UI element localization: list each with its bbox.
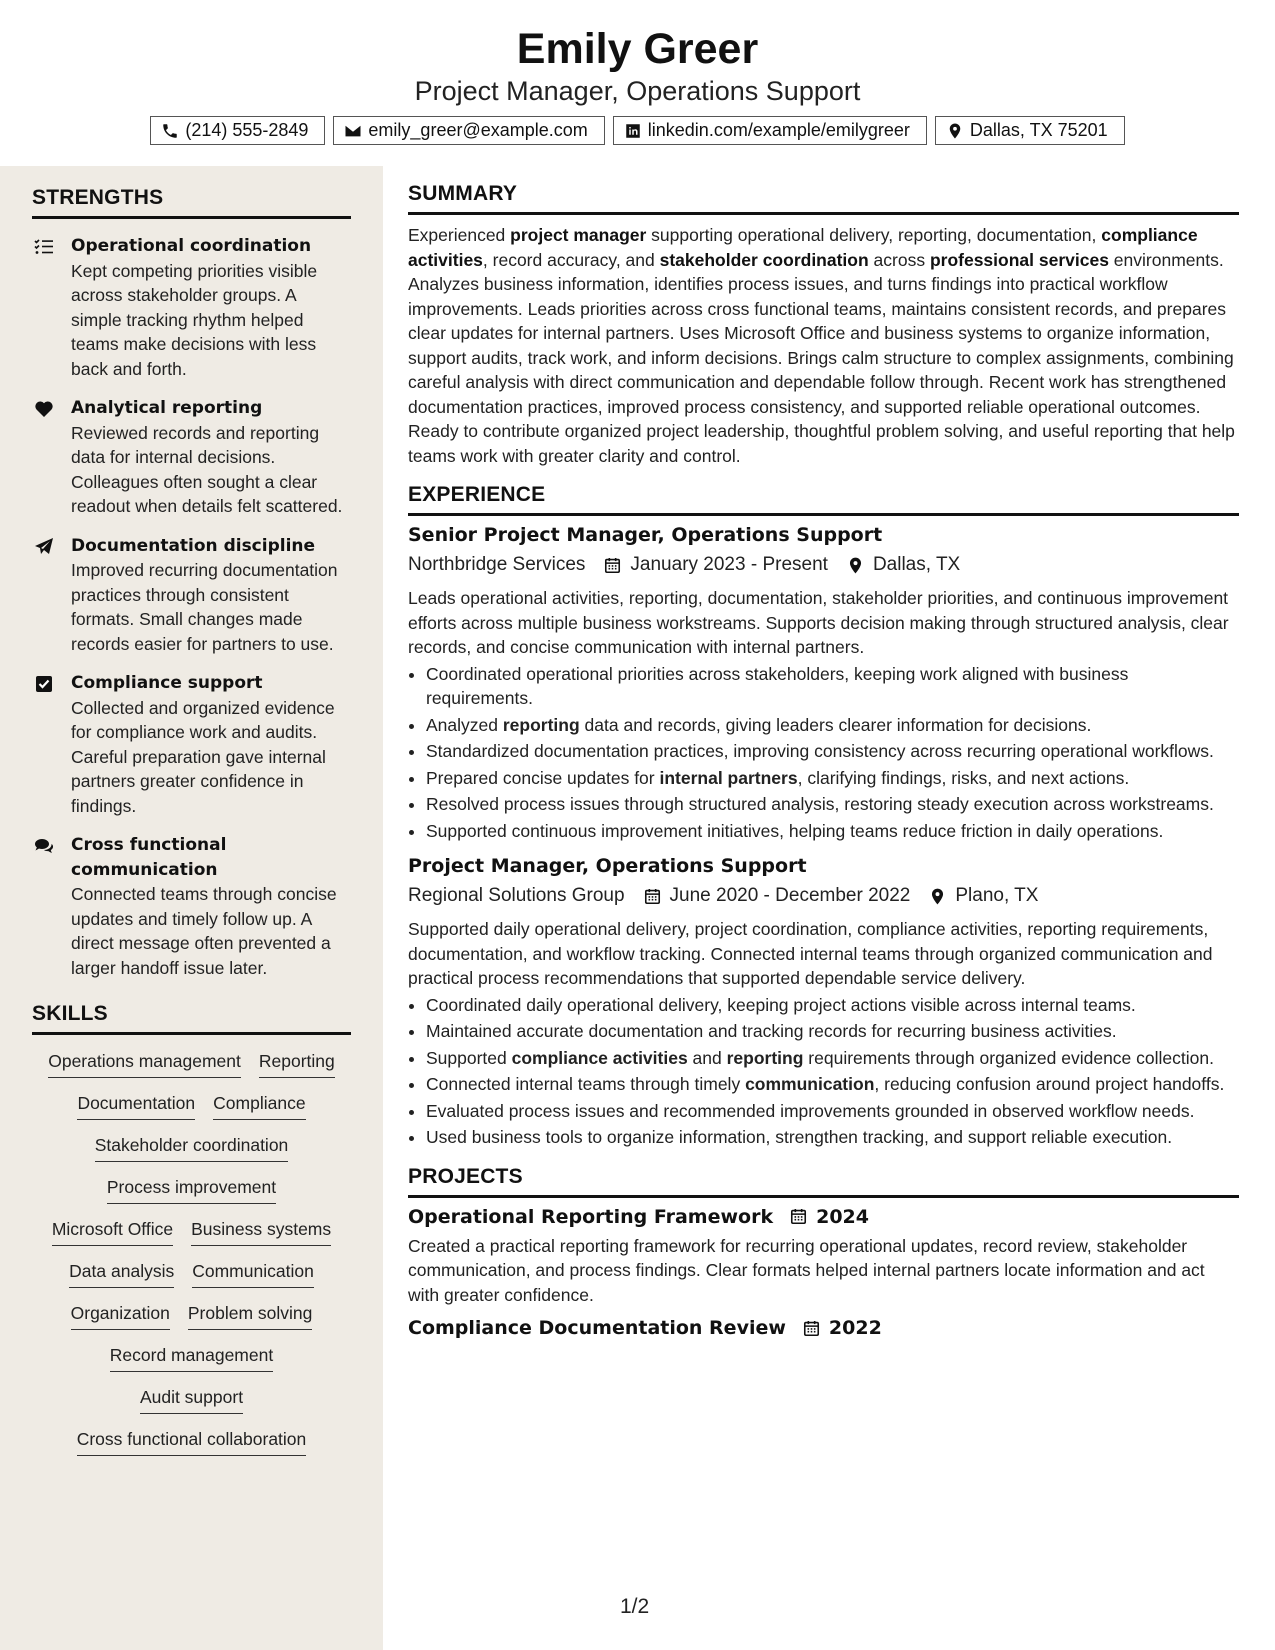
phone-chip[interactable] [150,116,325,145]
calendar-icon [789,1207,808,1226]
summary-heading: SUMMARY [408,182,1239,215]
strength-item [32,234,351,381]
main-column [408,182,1239,1345]
job-location: Dallas, TX [872,554,961,575]
job-title: Project Manager, Operations Support [408,855,807,877]
skill-tag: Operations management [48,1049,241,1078]
skill-tag: Data analysis [69,1259,174,1288]
phone-icon [161,122,179,140]
job-description: Leads operational activities, reporting, documentation, stakeholder priorities, and continuous improvement efforts across multiple business workstreams. Supports decision making through structured analysis, clear records, and concise communication with internal partners. [408,588,1229,657]
project-entry [408,1206,1239,1308]
linkedin-text: linkedin.com/example/emilygreer [647,120,910,140]
calendar-icon [802,1319,821,1338]
heart-icon [34,399,54,419]
skill-tag: Process improvement [107,1175,276,1204]
project-title: Compliance Documentation Review [408,1317,786,1339]
strength-description: Reviewed records and reporting data for internal decisions. Colleagues often sought a clear readout when details felt scattered. [71,422,343,516]
calendar-icon [603,556,622,575]
job-meta [408,885,1239,907]
project-entry [408,1317,1239,1339]
envelope-icon [344,122,362,140]
linkedin-icon [624,122,642,140]
skill-tag: Business systems [191,1217,331,1246]
map-pin-icon [846,556,865,575]
strength-title: Operational coordination [71,236,312,256]
skills-heading: SKILLS [32,1002,351,1035]
strength-description: Kept competing priorities visible across stakeholder groups. A simple tracking rhythm helped teams make decisions with less back and forth. [71,260,318,379]
location-chip[interactable] [935,116,1125,145]
strength-item [32,396,351,519]
sidebar [0,166,383,1650]
strength-item [32,534,351,657]
job-entry [408,855,1239,1150]
list-item: • Used business tools to organize information, strengthen tracking, and support reliable execution. [426,1125,1239,1150]
map-pin-icon [928,887,947,906]
skill-tag: Stakeholder coordination [95,1133,289,1162]
linkedin-chip[interactable] [613,116,927,145]
strength-description: Improved recurring documentation practices through consistent formats. Small changes made records easier for partners to use. [71,560,338,654]
skill-tag: Documentation [77,1091,195,1120]
list-item: • Maintained accurate documentation and tracking records for recurring business activities. [426,1019,1239,1044]
page-number: 1/2 [620,1595,650,1618]
list-item: • Coordinated operational priorities across stakeholders, keeping work aligned with business requirements. [426,662,1239,711]
job-entry [408,524,1239,843]
strength-title: Documentation discipline [71,535,316,556]
email-text: emily_greer@example.com [368,120,588,140]
skill-tag: Audit support [140,1385,243,1414]
list-item: • Evaluated process issues and recommended improvements grounded in observed workflow needs. [426,1099,1239,1124]
company-name: Regional Solutions Group [408,885,625,906]
experience-heading: EXPERIENCE [408,483,1239,516]
list-item: • Analyzed reporting data and records, giving leaders clearer information for decisions. [426,713,1239,738]
job-meta [408,554,1239,576]
comments-icon [34,836,54,856]
map-pin-icon [946,122,964,140]
skill-tag: Communication [192,1259,314,1288]
candidate-title: Project Manager, Operations Support [414,76,861,106]
job-dates: June 2020 - December 2022 [669,885,911,906]
list-check-icon [34,237,54,257]
summary-text: Experienced project manager supporting operational delivery, reporting, documentation, compliance activities, record accuracy, and stakeholder coordination across professional services environments. Analyzes business information, identifies process issues, and turns findings into practical workflow improvements. Leads priorities across cross functional teams, maintains consistent records, and prepares clear updates for internal partners. Uses Microsoft Office and business systems to organize information, support audits, track work, and inform decisions. Brings calm structure to complex assignments, combining careful analysis with direct communication and dependable follow through. Recent work has strengthened documentation practices, improved process consistency, and supported reliable operational outcomes. Ready to contribute organized project leadership, thoughtful problem solving, and useful reporting that help teams work with greater clarity and control. [408,225,1235,466]
strengths-heading: STRENGTHS [32,186,351,219]
skill-tag: Reporting [259,1049,335,1078]
job-dates: January 2023 - Present [630,554,828,575]
strength-item [32,833,351,980]
strength-title: Cross functional communication [71,835,227,880]
strength-description: Connected teams through concise updates and timely follow up. A direct message often prevented a larger handoff issue later. [71,884,337,978]
list-item: • Resolved process issues through structured analysis, restoring steady execution across workstreams. [426,792,1239,817]
job-description: Supported daily operational delivery, project coordination, compliance activities, reporting requirements, documentation, and workflow tracking. Connected internal teams through organized communication and practical process recommendations that supported dependable service delivery. [408,919,1213,988]
job-bullets [408,993,1239,1150]
skill-tag: Record management [110,1343,273,1372]
list-item: • Supported continuous improvement initiatives, helping teams reduce friction in daily operations. [426,819,1239,844]
job-title: Senior Project Manager, Operations Support [408,524,883,546]
list-item: • Coordinated daily operational delivery, keeping project actions visible across internal teams. [426,993,1239,1018]
contact-bar [0,116,1275,145]
list-item: • Standardized documentation practices, improving consistency across recurring operational workflows. [426,739,1239,764]
phone-text: (214) 555-2849 [185,120,309,140]
project-year: 2022 [828,1317,882,1339]
project-title: Operational Reporting Framework [408,1205,774,1228]
paper-plane-icon [34,537,54,557]
skill-tag: Microsoft Office [52,1217,173,1246]
project-description: Created a practical reporting framework for recurring operational updates, record review, stakeholder communication, and process findings. Clear formats helped internal partners locate information and act with greater confidence. [408,1235,1205,1305]
company-name: Northbridge Services [408,554,586,575]
job-location: Plano, TX [955,885,1039,906]
candidate-name: Emily Greer [516,25,759,73]
skill-tag: Problem solving [188,1301,313,1330]
list-item: • Supported compliance activities and reporting requirements through organized evidence collection. [426,1046,1239,1071]
email-chip[interactable] [333,116,604,145]
project-year: 2024 [816,1205,869,1228]
strength-description: Collected and organized evidence for compliance work and audits. Careful preparation gave internal partners greater confidence in findings. [71,697,335,816]
resume-header [0,0,1275,145]
strength-title: Compliance support [71,673,263,693]
list-item: • Prepared concise updates for internal partners, clarifying findings, risks, and next actions. [426,766,1239,791]
check-square-icon [34,674,54,694]
skill-tag: Organization [71,1301,170,1330]
list-item: • Connected internal teams through timely communication, reducing confusion around project handoffs. [426,1072,1239,1097]
strength-title: Analytical reporting [71,398,263,418]
job-bullets [408,662,1239,844]
skills-list [32,1049,351,1456]
skill-tag: Compliance [213,1091,305,1120]
skill-tag: Cross functional collaboration [77,1427,307,1456]
calendar-icon [643,887,662,906]
location-text: Dallas, TX 75201 [969,120,1108,140]
strength-item [32,671,351,818]
projects-heading: PROJECTS [408,1165,1239,1198]
